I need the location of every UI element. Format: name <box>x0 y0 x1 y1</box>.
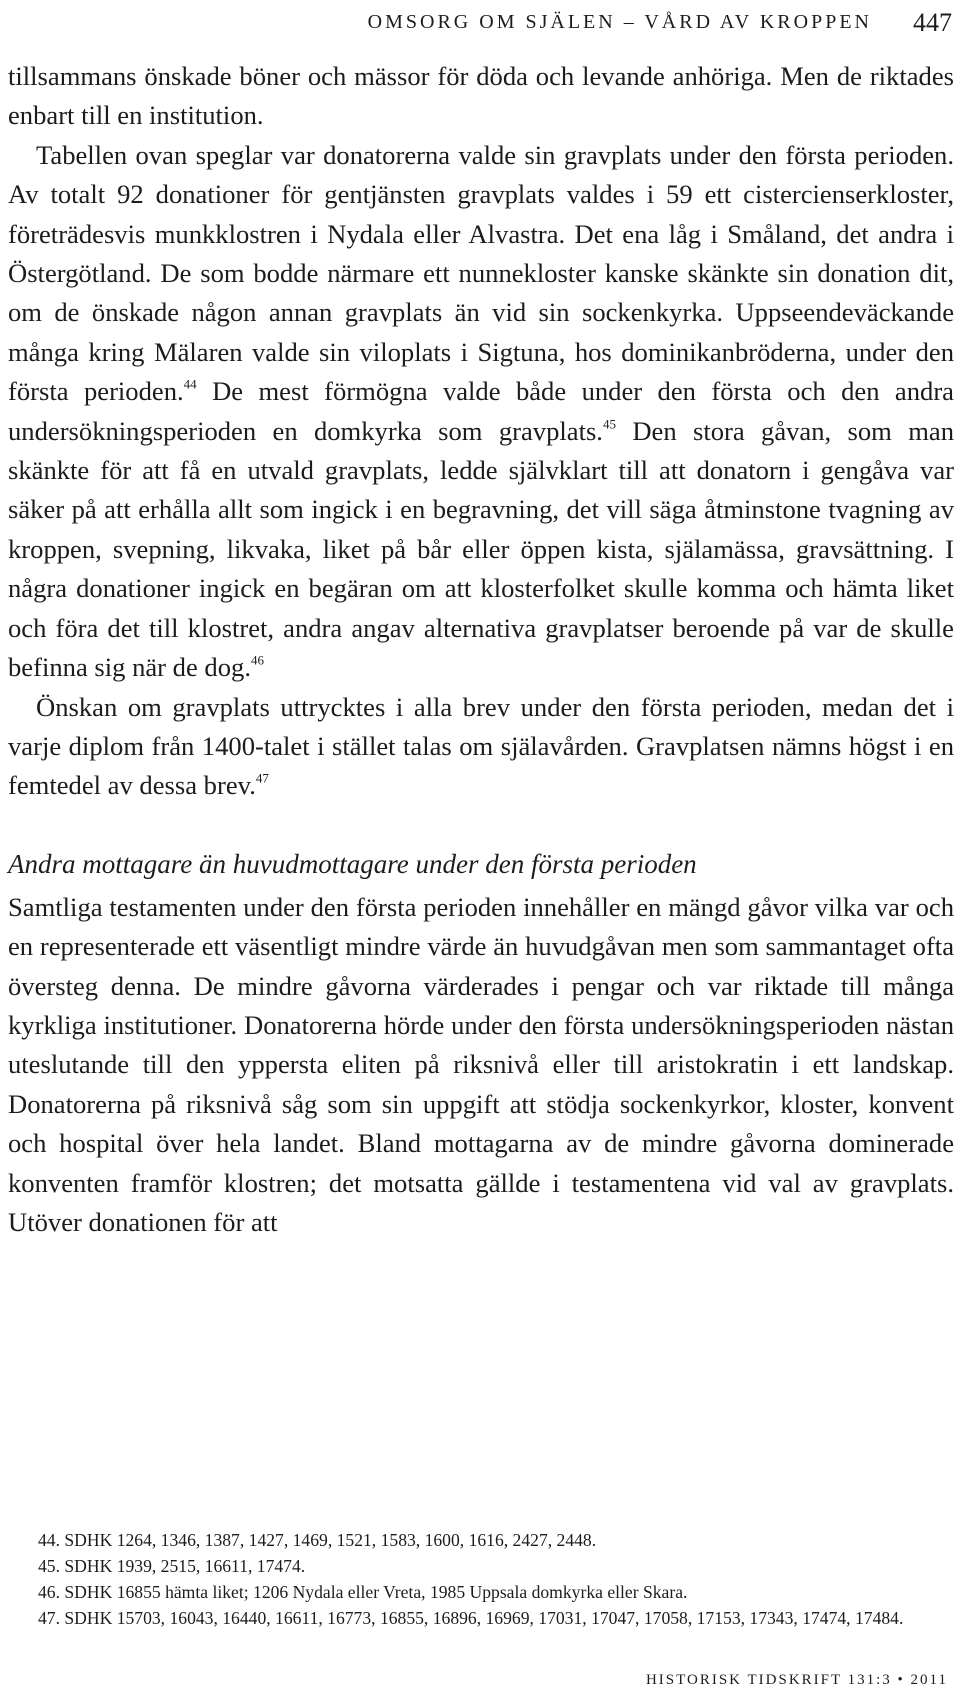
footnote-ref-47: 47 <box>255 770 269 786</box>
footnote-45: 45. SDHK 1939, 2515, 16611, 17474. <box>38 1556 306 1576</box>
footnote-ref-46: 46 <box>250 652 264 668</box>
page-footer <box>646 1672 948 1689</box>
paragraph-2-part-c: Den stora gåvan, som man skänkte för att få en utvald gravplats, ledde självklart till att donatorn i gengåva var säker på att erhålla allt som ingick i en begravning, det vill säga åtminstone tvagning av kroppen, svepning, likvaka, liket på bår eller öppen kista, själamässa, gravsättning. I några donationer ingick en begäran om att klosterfolket skulle komma och hämta liket och föra det till klostret, andra angav alternativa gravplatser beroende på var de skulle befinna sig när de dog. <box>8 415 954 683</box>
paragraph-1: tillsammans önskade böner och mässor för döda och levande anhöriga. Men de riktades enbart till en institution. <box>8 61 954 131</box>
paragraph-3 <box>8 688 954 806</box>
paragraph-3-text: Önskan om gravplats uttrycktes i alla brev under den första perioden, medan det i varje diplom från 1400-talet i stället talas om själavården. Gravplatsen nämns högst i en femtedel av dessa brev. <box>8 691 954 801</box>
page-number: 447 <box>913 8 952 37</box>
footnote-44: 44. SDHK 1264, 1346, 1387, 1427, 1469, 1521, 1583, 1600, 1616, 2427, 2448. <box>38 1530 597 1550</box>
footnote-ref-44: 44 <box>183 376 197 392</box>
footnote-ref-45: 45 <box>602 415 616 431</box>
footnotes <box>8 1527 954 1631</box>
page-header <box>0 6 952 42</box>
section-heading: Andra mottagare än huvudmottagare under den första perioden <box>8 848 697 879</box>
paragraph-2-part-b: De mest förmögna valde både under den första och den andra undersökningsperioden en domkyrka som gravplats. <box>8 376 954 446</box>
running-title: OMSORG OM SJÄLEN – VÅRD AV KROPPEN <box>367 11 872 33</box>
paragraph-4: Samtliga testamenten under den första perioden innehåller en mängd gåvor vilka var och en representerade ett väsentligt mindre värde än huvudgåvan men som sammantaget ofta översteg denna. De mindre gåvorna värderades i pengar och var riktade till många kyrkliga institutioner. Donatorerna hörde under den första undersökningsperioden nästan uteslutande till den yppersta eliten på riksnivå eller till aristokratin i ett landskap. Donatorerna på riksnivå såg som sin uppgift att stödja sockenkyrkor, kloster, konvent och hospital över hela landet. Bland mottagarna av de mindre gåvorna dominerade konventen framför klostren; det motsatta gällde i testamentena vid val av gravplats. Utöver donationen för att <box>8 891 954 1237</box>
paragraph-2 <box>8 136 954 688</box>
journal-citation: HISTORISK TIDSKRIFT 131:3 • 2011 <box>645 1672 948 1688</box>
paragraph-2-part-a: Tabellen ovan speglar var donatorerna valde sin gravplats under den första perioden. Av totalt 92 donationer för gentjänsten gravplats valdes i 59 ett cistercienserkloster, företrädesvis munkklostren i Nydala eller Alvastra. Det ena låg i Småland, det andra i Östergötland. De som bodde närmare ett nunnekloster kanske skänkte sin donation dit, om de önskade någon annan gravplats än vid sin sockenkyrka. Uppseendeväckande många kring Mälaren valde sin viloplats i Sigtuna, hos dominikanbröderna, under den första perioden. <box>8 139 954 407</box>
footnote-46: 46. SDHK 16855 hämta liket; 1206 Nydala eller Vreta, 1985 Uppsala domkyrka eller Skara. <box>38 1582 688 1602</box>
body-text <box>8 57 954 1242</box>
footnote-47: 47. SDHK 15703, 16043, 16440, 16611, 16773, 16855, 16896, 16969, 17031, 17047, 17058, 17153, 17343, 17474, 17484. <box>38 1608 904 1628</box>
